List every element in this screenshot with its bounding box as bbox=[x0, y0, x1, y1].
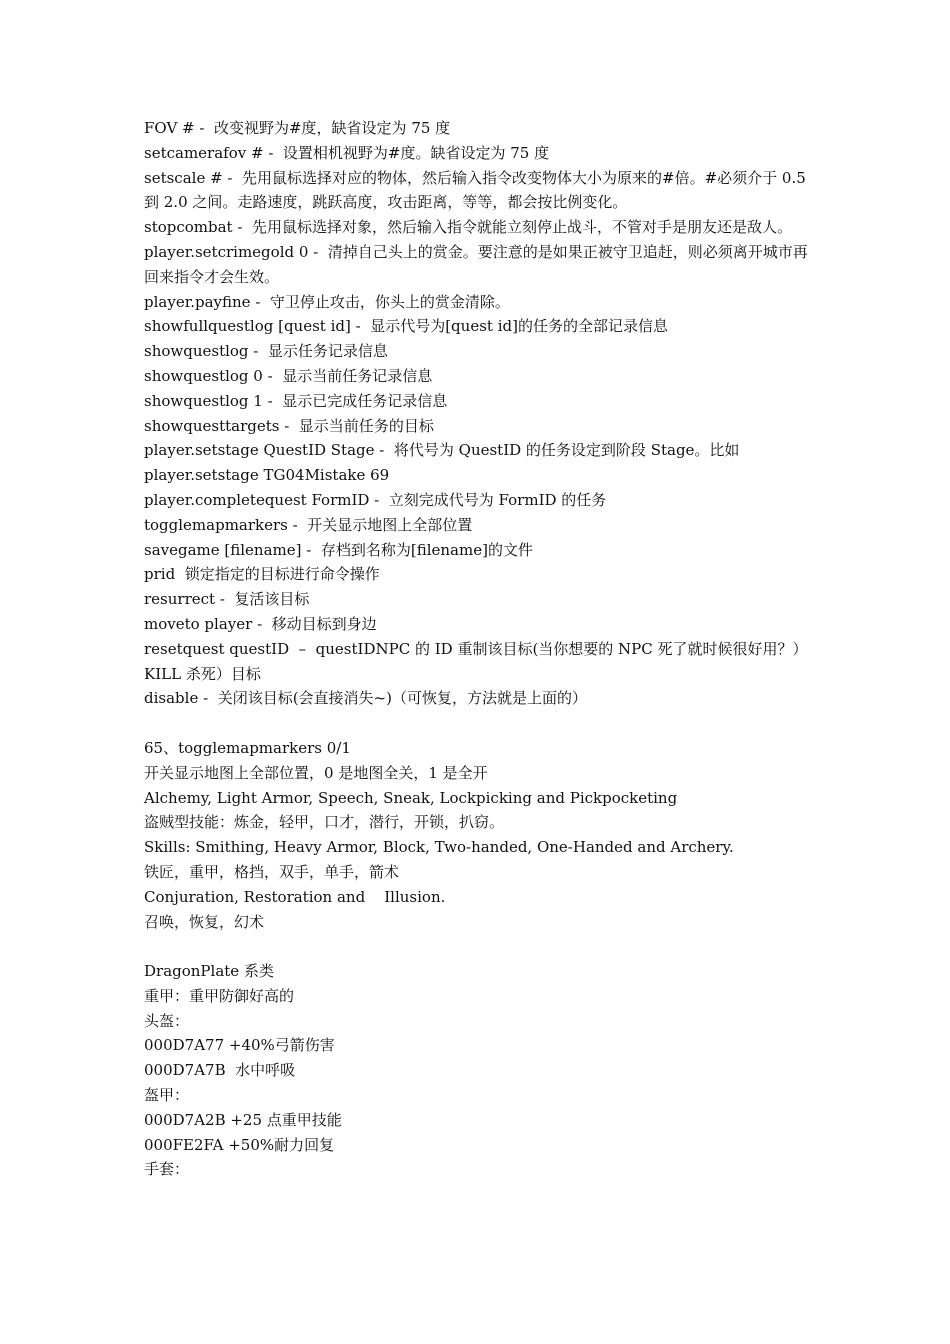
text-line: 盔甲： bbox=[144, 1086, 190, 1105]
skills-section bbox=[144, 736, 816, 934]
command-line: prid 锁定指定的目标进行命令操作 bbox=[144, 565, 380, 584]
command-line: player.setstage QuestID Stage - 将代号为 QuestID 的任务设定到阶段 Stage。比如 player.setstage TG04Mistake 69 bbox=[144, 441, 745, 485]
command-line: moveto player - 移动目标到身边 bbox=[144, 614, 377, 633]
text-line: 000D7A7B 水中呼吸 bbox=[144, 1061, 296, 1080]
text-line: Alchemy, Light Armor, Speech, Sneak, Lockpicking and Pickpocketing bbox=[144, 788, 678, 807]
text-line: 开关显示地图上全部位置，0 是地图全关，1 是全开 bbox=[144, 763, 488, 782]
document-page bbox=[144, 116, 816, 1182]
command-line: FOV # - 改变视野为#度，缺省设定为 75 度 bbox=[144, 119, 451, 137]
text-line: 头盔： bbox=[144, 1011, 190, 1030]
text-line: Skills: Smithing, Heavy Armor, Block, Two-handed, One-Handed and Archery. bbox=[144, 838, 734, 857]
command-line: togglemapmarkers - 开关显示地图上全部位置 bbox=[144, 515, 473, 534]
command-line: showquestlog - 显示任务记录信息 bbox=[144, 342, 388, 361]
text-line: 盗贼型技能：炼金，轻甲，口才，潜行，开锁，扒窃。 bbox=[144, 813, 505, 832]
text-line: 65、togglemapmarkers 0/1 bbox=[144, 738, 351, 757]
command-line: stopcombat - 先用鼠标选择对象，然后输入指令就能立刻停止战斗，不管对手是朋友还是敌人。 bbox=[144, 218, 792, 237]
console-commands-list bbox=[144, 116, 816, 711]
command-line: resetquest questID – questIDNPC 的 ID 重制该目标(当你想要的 NPC 死了就时候很好用？）KILL 杀死）目标 bbox=[144, 639, 808, 683]
command-line: player.completequest FormID - 立刻完成代号为 FormID 的任务 bbox=[144, 490, 607, 509]
text-line: 手套： bbox=[144, 1160, 190, 1179]
command-line: showquestlog 0 - 显示当前任务记录信息 bbox=[144, 366, 433, 385]
text-line: 000D7A77 +40%弓箭伤害 bbox=[144, 1036, 335, 1055]
text-line: 铁匠，重甲，格挡，双手，单手，箭术 bbox=[144, 862, 400, 881]
text-line: 重甲：重甲防御好高的 bbox=[144, 986, 295, 1005]
text-line: DragonPlate 系类 bbox=[144, 962, 274, 981]
blank-line bbox=[144, 711, 816, 736]
text-line: 召唤，恢复，幻术 bbox=[144, 912, 265, 931]
command-line: player.payfine - 守卫停止攻击，你头上的赏金清除。 bbox=[144, 292, 510, 311]
text-line: Conjuration, Restoration and Illusion. bbox=[144, 887, 446, 906]
command-line: showquesttargets - 显示当前任务的目标 bbox=[144, 416, 434, 435]
text-line: 000FE2FA +50%耐力回复 bbox=[144, 1135, 335, 1154]
command-line: showfullquestlog [quest id] - 显示代号为[quest id]的任务的全部记录信息 bbox=[144, 317, 668, 336]
command-line: setcamerafov # - 设置相机视野为#度。缺省设定为 75 度 bbox=[144, 143, 550, 162]
text-line: 000D7A2B +25 点重甲技能 bbox=[144, 1110, 342, 1129]
command-line: player.setcrimegold 0 - 清掉自己头上的赏金。要注意的是如果正被守卫追赶，则必须离开城市再回来指令才会生效。 bbox=[144, 242, 808, 286]
command-line: disable - 关闭该目标(会直接消失~)（可恢复，方法就是上面的） bbox=[144, 689, 587, 708]
command-line: resurrect - 复活该目标 bbox=[144, 590, 310, 609]
command-line: savegame [filename] - 存档到名称为[filename]的文件 bbox=[144, 540, 533, 559]
command-line: showquestlog 1 - 显示已完成任务记录信息 bbox=[144, 391, 448, 410]
command-line: setscale # - 先用鼠标选择对应的物体，然后输入指令改变物体大小为原来的#倍。#必须介于 0.5 到 2.0 之间。走路速度，跳跃高度，攻击距离，等等，都会按比例变化。 bbox=[144, 168, 811, 212]
dragonplate-section bbox=[144, 959, 816, 1182]
blank-line bbox=[144, 934, 816, 959]
